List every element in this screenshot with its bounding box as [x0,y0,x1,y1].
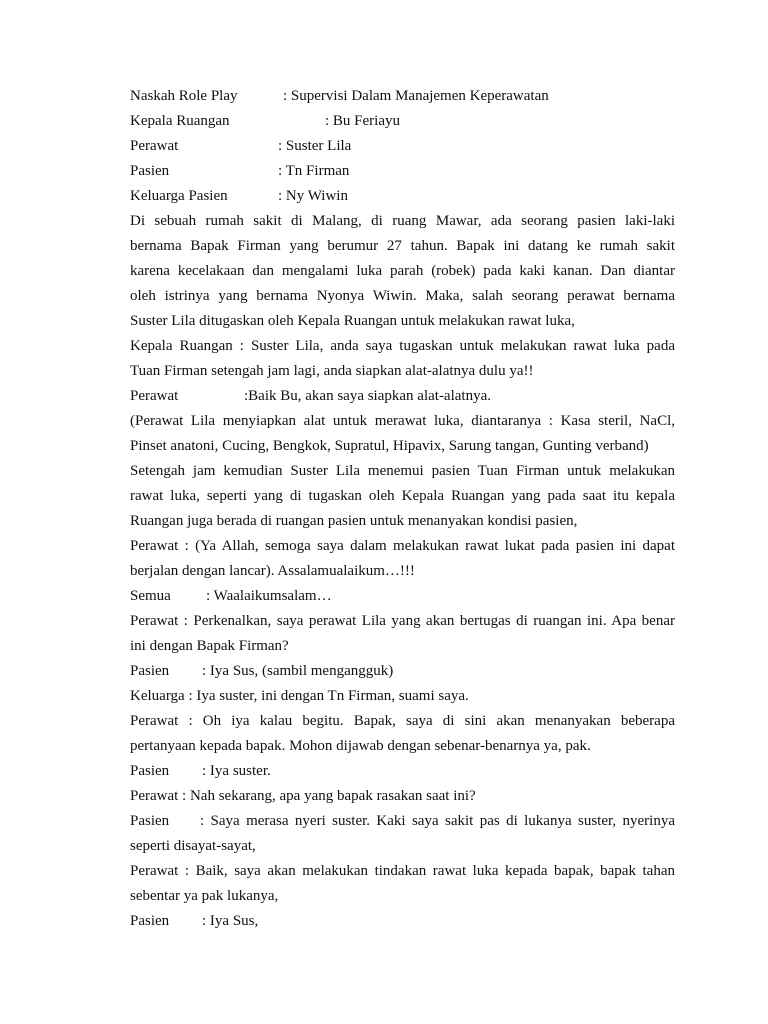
role-row-keluarga [130,184,675,209]
text-line: bernama Bapak Firman yang berumur 27 tahun. Bapak ini datang ke rumah sakit [130,238,675,254]
role-row-pasien [130,159,675,184]
text-line: Perawat : Perkenalkan, saya perawat Lila yang akan bertugas di ruangan ini. Apa benar [130,613,675,629]
pasien-line-2 [130,759,675,784]
perawat-act [130,859,675,909]
text-line: oleh istrinya yang bernama Nyonya Wiwin. Maka, salah seorang perawat bernama [130,288,675,304]
text-line: sebentar ya pak lukanya, [130,888,279,904]
script-document [130,84,675,934]
speaker-label: Pasien [130,763,170,779]
text-line: pertanyaan kepada bapak. Mohon dijawab dengan sebenar-benarnya ya, pak. [130,738,591,754]
role-label: Pasien [130,163,170,179]
role-value: : Suster Lila [278,138,352,154]
role-value: : Bu Feriayu [325,113,400,129]
speech-text: : Iya suster. [202,763,271,779]
speech-text: :Baik Bu, akan saya siapkan alat-alatnya. [244,388,491,404]
pasien-line-3 [130,809,675,859]
text-line [130,809,675,834]
perawat-now: Perawat : Nah sekarang, apa yang bapak rasakan saat ini? [130,788,476,804]
speaker-label: Perawat [130,388,179,404]
perawat-intro [130,609,675,659]
header-title-row [130,84,675,109]
role-value: : Ny Wiwin [278,188,348,204]
text-line: ini dengan Bapak Firman? [130,638,289,654]
speech-text: : Waalaikumsalam… [206,588,332,604]
text-line: Perawat : Baik, saya akan melakukan tindakan rawat luka kepada bapak, bapak tahan [130,863,675,879]
text-line: Setengah jam kemudian Suster Lila menemui pasien Tuan Firman untuk melakukan [130,463,675,479]
text-line: seperti disayat-sayat, [130,838,256,854]
role-row-perawat [130,134,675,159]
role-label: Perawat [130,138,179,154]
role-row-kepala [130,109,675,134]
text-line: Kepala Ruangan : Suster Lila, anda saya tugaskan untuk melakukan rawat luka pada [130,338,675,354]
pasien-line-4 [130,909,675,934]
text-line: Ruangan juga berada di ruangan pasien untuk menanyakan kondisi pasien, [130,513,578,529]
speech-text: : Iya Sus, [202,913,259,929]
semua-line [130,584,675,609]
text-line: Perawat : Oh iya kalau begitu. Bapak, saya di sini akan menanyakan beberapa [130,713,675,729]
text-line: (Perawat Lila menyiapkan alat untuk merawat luka, diantaranya : Kasa steril, NaCl, [130,413,675,429]
text-line: rawat luka, seperti yang di tugaskan oleh Kepala Ruangan yang pada saat itu kepala [130,488,675,504]
text-line: Di sebuah rumah sakit di Malang, di ruang Mawar, ada seorang pasien laki-laki [130,213,675,229]
text-line: Pinset anatoni, Cucing, Bengkok, Supratul, Hipavix, Sarung tangan, Gunting verband) [130,438,649,454]
speaker-label: Pasien [130,913,170,929]
text-line: karena kecelakaan dan mengalami luka parah (robek) pada kaki kanan. Dan diantar [130,263,675,279]
pasien-line-1 [130,659,675,684]
speaker-label: Pasien [130,663,170,679]
keluarga-line: Keluarga : Iya suster, ini dengan Tn Firman, suami saya. [130,688,469,704]
perawat-prayer [130,534,675,584]
perawat-reply [130,384,675,409]
intro-paragraph [130,209,675,334]
perawat-ask [130,709,675,759]
role-label: Kepala Ruangan [130,113,230,129]
title-value: : Supervisi Dalam Manajemen Keperawatan [283,88,549,104]
text-line: Suster Lila ditugaskan oleh Kepala Ruangan untuk melakukan rawat luka, [130,313,575,329]
text-line: Tuan Firman setengah jam lagi, anda siapkan alat-alatnya dulu ya!! [130,363,534,379]
text-line: Perawat : (Ya Allah, semoga saya dalam melakukan rawat lukat pada pasien ini dapat [130,538,675,554]
role-value: : Tn Firman [278,163,350,179]
half-hour-paragraph [130,459,675,534]
speaker-label: Semua [130,588,171,604]
title-label: Naskah Role Play [130,88,238,104]
kepala-instruction [130,334,675,384]
role-label: Keluarga Pasien [130,188,228,204]
speech-text: : Iya Sus, (sambil mengangguk) [202,663,394,679]
speaker-label: Pasien [130,813,170,829]
speech-text: : Saya merasa nyeri suster. Kaki saya sakit pas di lukanya suster, nyerinya [200,813,675,829]
text-line: berjalan dengan lancar). Assalamualaikum…!!! [130,563,415,579]
tools-paragraph [130,409,675,459]
